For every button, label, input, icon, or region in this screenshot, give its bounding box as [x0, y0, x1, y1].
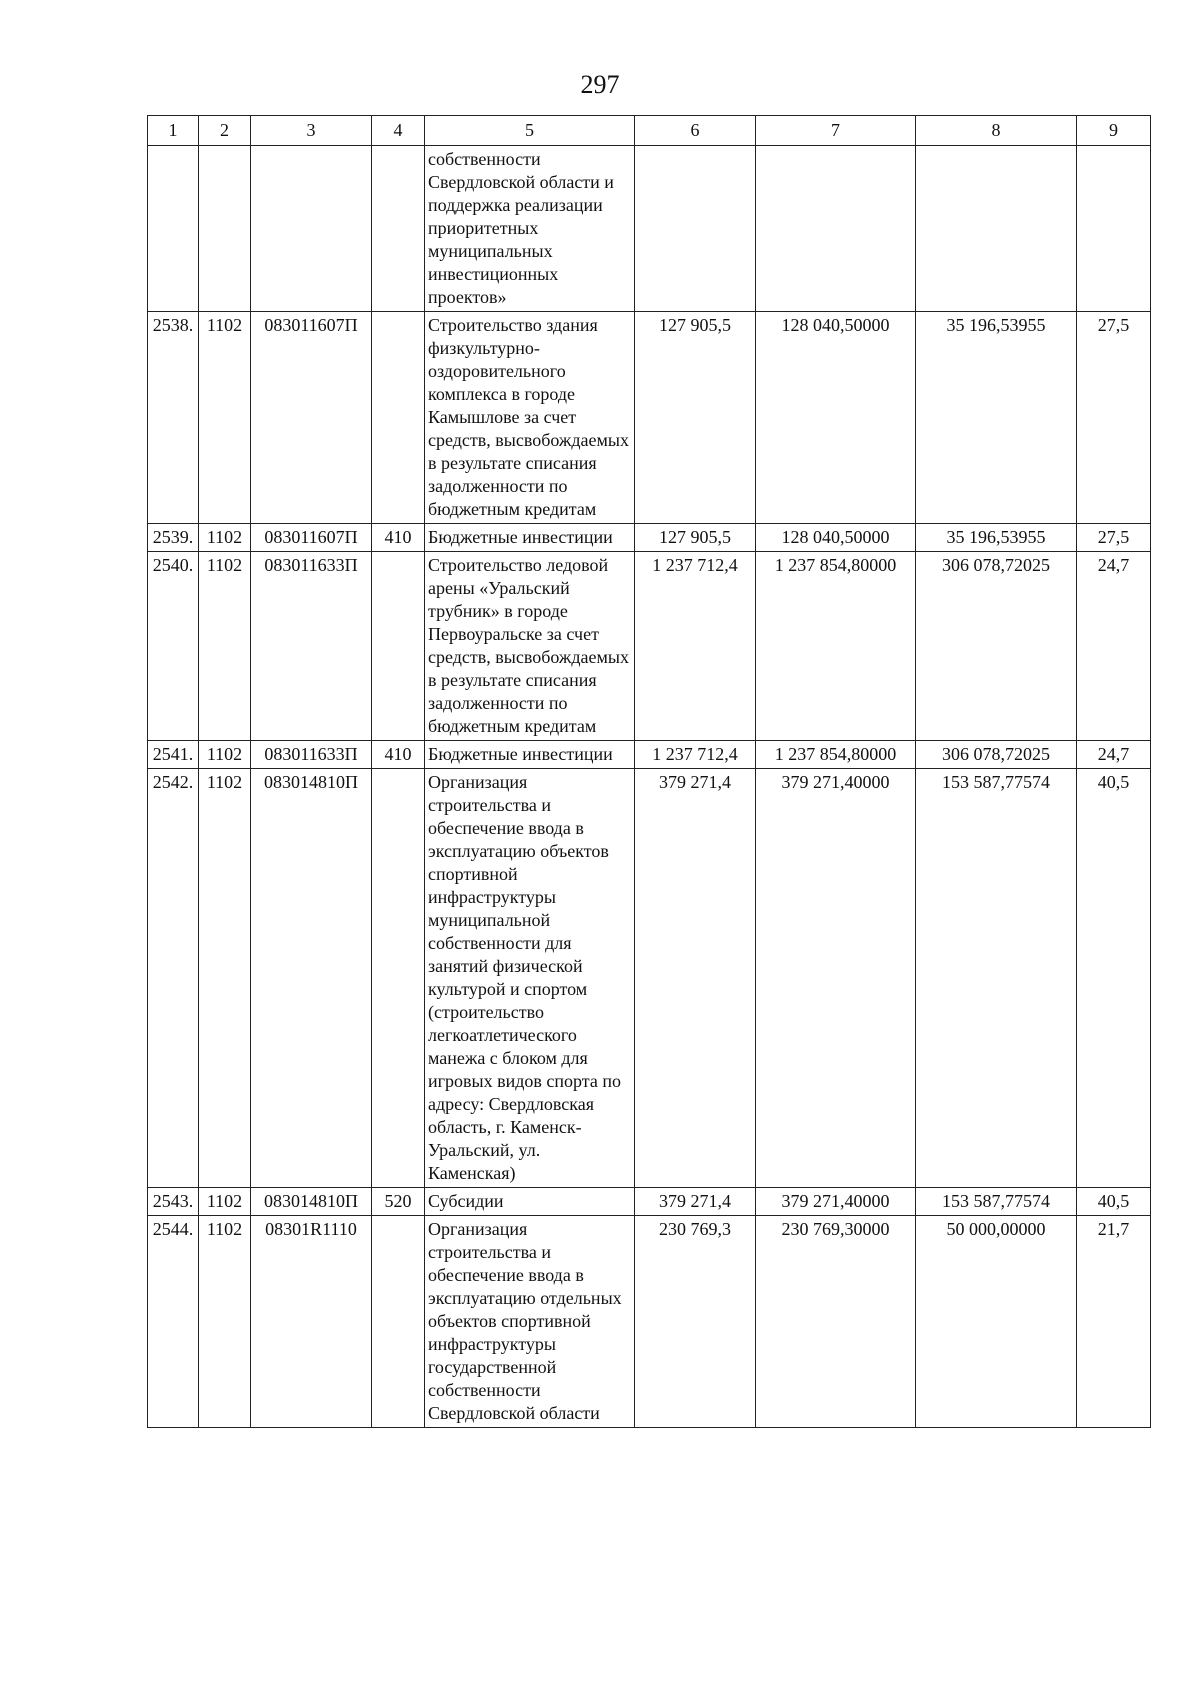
header-cell: 2: [199, 116, 251, 146]
value-col8-cell: 35 196,53955: [916, 524, 1077, 552]
value-col9-cell: 27,5: [1077, 312, 1151, 524]
value-col8-cell: 35 196,53955: [916, 312, 1077, 524]
section-code-cell: 1102: [199, 312, 251, 524]
value-col8-cell: 153 587,77574: [916, 769, 1077, 1188]
value-col6-cell: 1 237 712,4: [635, 741, 756, 769]
row-number-cell: 2544.: [148, 1216, 199, 1428]
section-code-cell: 1102: [199, 741, 251, 769]
value-col6-cell: 379 271,4: [635, 769, 756, 1188]
table-row: [148, 146, 1151, 312]
value-col9-cell: 24,7: [1077, 741, 1151, 769]
section-code-cell: 1102: [199, 1188, 251, 1216]
value-col7-cell: 128 040,50000: [756, 312, 916, 524]
value-col7-cell: 128 040,50000: [756, 524, 916, 552]
row-number-cell: 2538.: [148, 312, 199, 524]
value-col7-cell: 1 237 854,80000: [756, 552, 916, 741]
row-number-cell: 2540.: [148, 552, 199, 741]
value-col7-cell: [756, 146, 916, 312]
item-name-cell: Бюджетные инвестиции: [425, 741, 635, 769]
expense-type-cell: 410: [372, 524, 425, 552]
value-col7-cell: 379 271,40000: [756, 1188, 916, 1216]
row-number-cell: 2543.: [148, 1188, 199, 1216]
value-col8-cell: 306 078,72025: [916, 741, 1077, 769]
target-code-cell: 08301R1110: [251, 1216, 372, 1428]
value-col6-cell: 127 905,5: [635, 312, 756, 524]
section-code-cell: 1102: [199, 769, 251, 1188]
section-code-cell: [199, 146, 251, 312]
expense-type-cell: [372, 769, 425, 1188]
value-col8-cell: [916, 146, 1077, 312]
target-code-cell: [251, 146, 372, 312]
value-col9-cell: 27,5: [1077, 524, 1151, 552]
table-row: [148, 741, 1151, 769]
header-row: [148, 116, 1151, 146]
value-col6-cell: [635, 146, 756, 312]
item-name-cell: Бюджетные инвестиции: [425, 524, 635, 552]
section-code-cell: 1102: [199, 552, 251, 741]
value-col7-cell: 230 769,30000: [756, 1216, 916, 1428]
item-name-cell: Организация строительства и обеспечение ввода в эксплуатацию объектов спортивной инфраструктуры муниципальной собственности для занятий физической культурой и спортом (строительство легкоатлетического манежа с блоком для игровых видов спорта по адресу: Свердловская область, г. Каменск-Уральский, ул. Каменская): [425, 769, 635, 1188]
item-name-cell: Строительство ледовой арены «Уральский трубник» в городе Первоуральске за счет средств, высвобождаемых в результате списания задолженности по бюджетным кредитам: [425, 552, 635, 741]
value-col8-cell: 153 587,77574: [916, 1188, 1077, 1216]
value-col9-cell: [1077, 146, 1151, 312]
target-code-cell: 083011607П: [251, 312, 372, 524]
header-cell: 7: [756, 116, 916, 146]
table-row: [148, 312, 1151, 524]
value-col6-cell: 127 905,5: [635, 524, 756, 552]
target-code-cell: 083011607П: [251, 524, 372, 552]
value-col9-cell: 40,5: [1077, 1188, 1151, 1216]
value-col9-cell: 21,7: [1077, 1216, 1151, 1428]
row-number-cell: 2542.: [148, 769, 199, 1188]
row-number-cell: 2539.: [148, 524, 199, 552]
budget-table: [147, 115, 1151, 1428]
table-row: [148, 769, 1151, 1188]
value-col7-cell: 379 271,40000: [756, 769, 916, 1188]
target-code-cell: 083014810П: [251, 1188, 372, 1216]
value-col9-cell: 40,5: [1077, 769, 1151, 1188]
value-col6-cell: 230 769,3: [635, 1216, 756, 1428]
header-cell: 4: [372, 116, 425, 146]
expense-type-cell: [372, 1216, 425, 1428]
item-name-cell: Субсидии: [425, 1188, 635, 1216]
row-number-cell: [148, 146, 199, 312]
value-col7-cell: 1 237 854,80000: [756, 741, 916, 769]
value-col8-cell: 306 078,72025: [916, 552, 1077, 741]
row-number-cell: 2541.: [148, 741, 199, 769]
item-name-cell: Организация строительства и обеспечение ввода в эксплуатацию отдельных объектов спортивной инфраструктуры государственной собственности Свердловской области: [425, 1216, 635, 1428]
table-row: [148, 1216, 1151, 1428]
header-cell: 1: [148, 116, 199, 146]
target-code-cell: 083011633П: [251, 552, 372, 741]
expense-type-cell: [372, 552, 425, 741]
header-cell: 9: [1077, 116, 1151, 146]
item-name-cell: Строительство здания физкультурно-оздоровительного комплекса в городе Камышлове за счет средств, высвобождаемых в результате списания задолженности по бюджетным кредитам: [425, 312, 635, 524]
header-cell: 8: [916, 116, 1077, 146]
header-cell: 3: [251, 116, 372, 146]
target-code-cell: 083014810П: [251, 769, 372, 1188]
value-col9-cell: 24,7: [1077, 552, 1151, 741]
table-row: [148, 1188, 1151, 1216]
section-code-cell: 1102: [199, 1216, 251, 1428]
expense-type-cell: 410: [372, 741, 425, 769]
item-name-cell: собственности Свердловской области и поддержка реализации приоритетных муниципальных инвестиционных проектов»: [425, 146, 635, 312]
value-col8-cell: 50 000,00000: [916, 1216, 1077, 1428]
expense-type-cell: [372, 146, 425, 312]
expense-type-cell: 520: [372, 1188, 425, 1216]
value-col6-cell: 379 271,4: [635, 1188, 756, 1216]
header-cell: 5: [425, 116, 635, 146]
expense-type-cell: [372, 312, 425, 524]
table-row: [148, 524, 1151, 552]
page-number: 297: [580, 70, 620, 99]
value-col6-cell: 1 237 712,4: [635, 552, 756, 741]
section-code-cell: 1102: [199, 524, 251, 552]
header-cell: 6: [635, 116, 756, 146]
table-row: [148, 552, 1151, 741]
target-code-cell: 083011633П: [251, 741, 372, 769]
